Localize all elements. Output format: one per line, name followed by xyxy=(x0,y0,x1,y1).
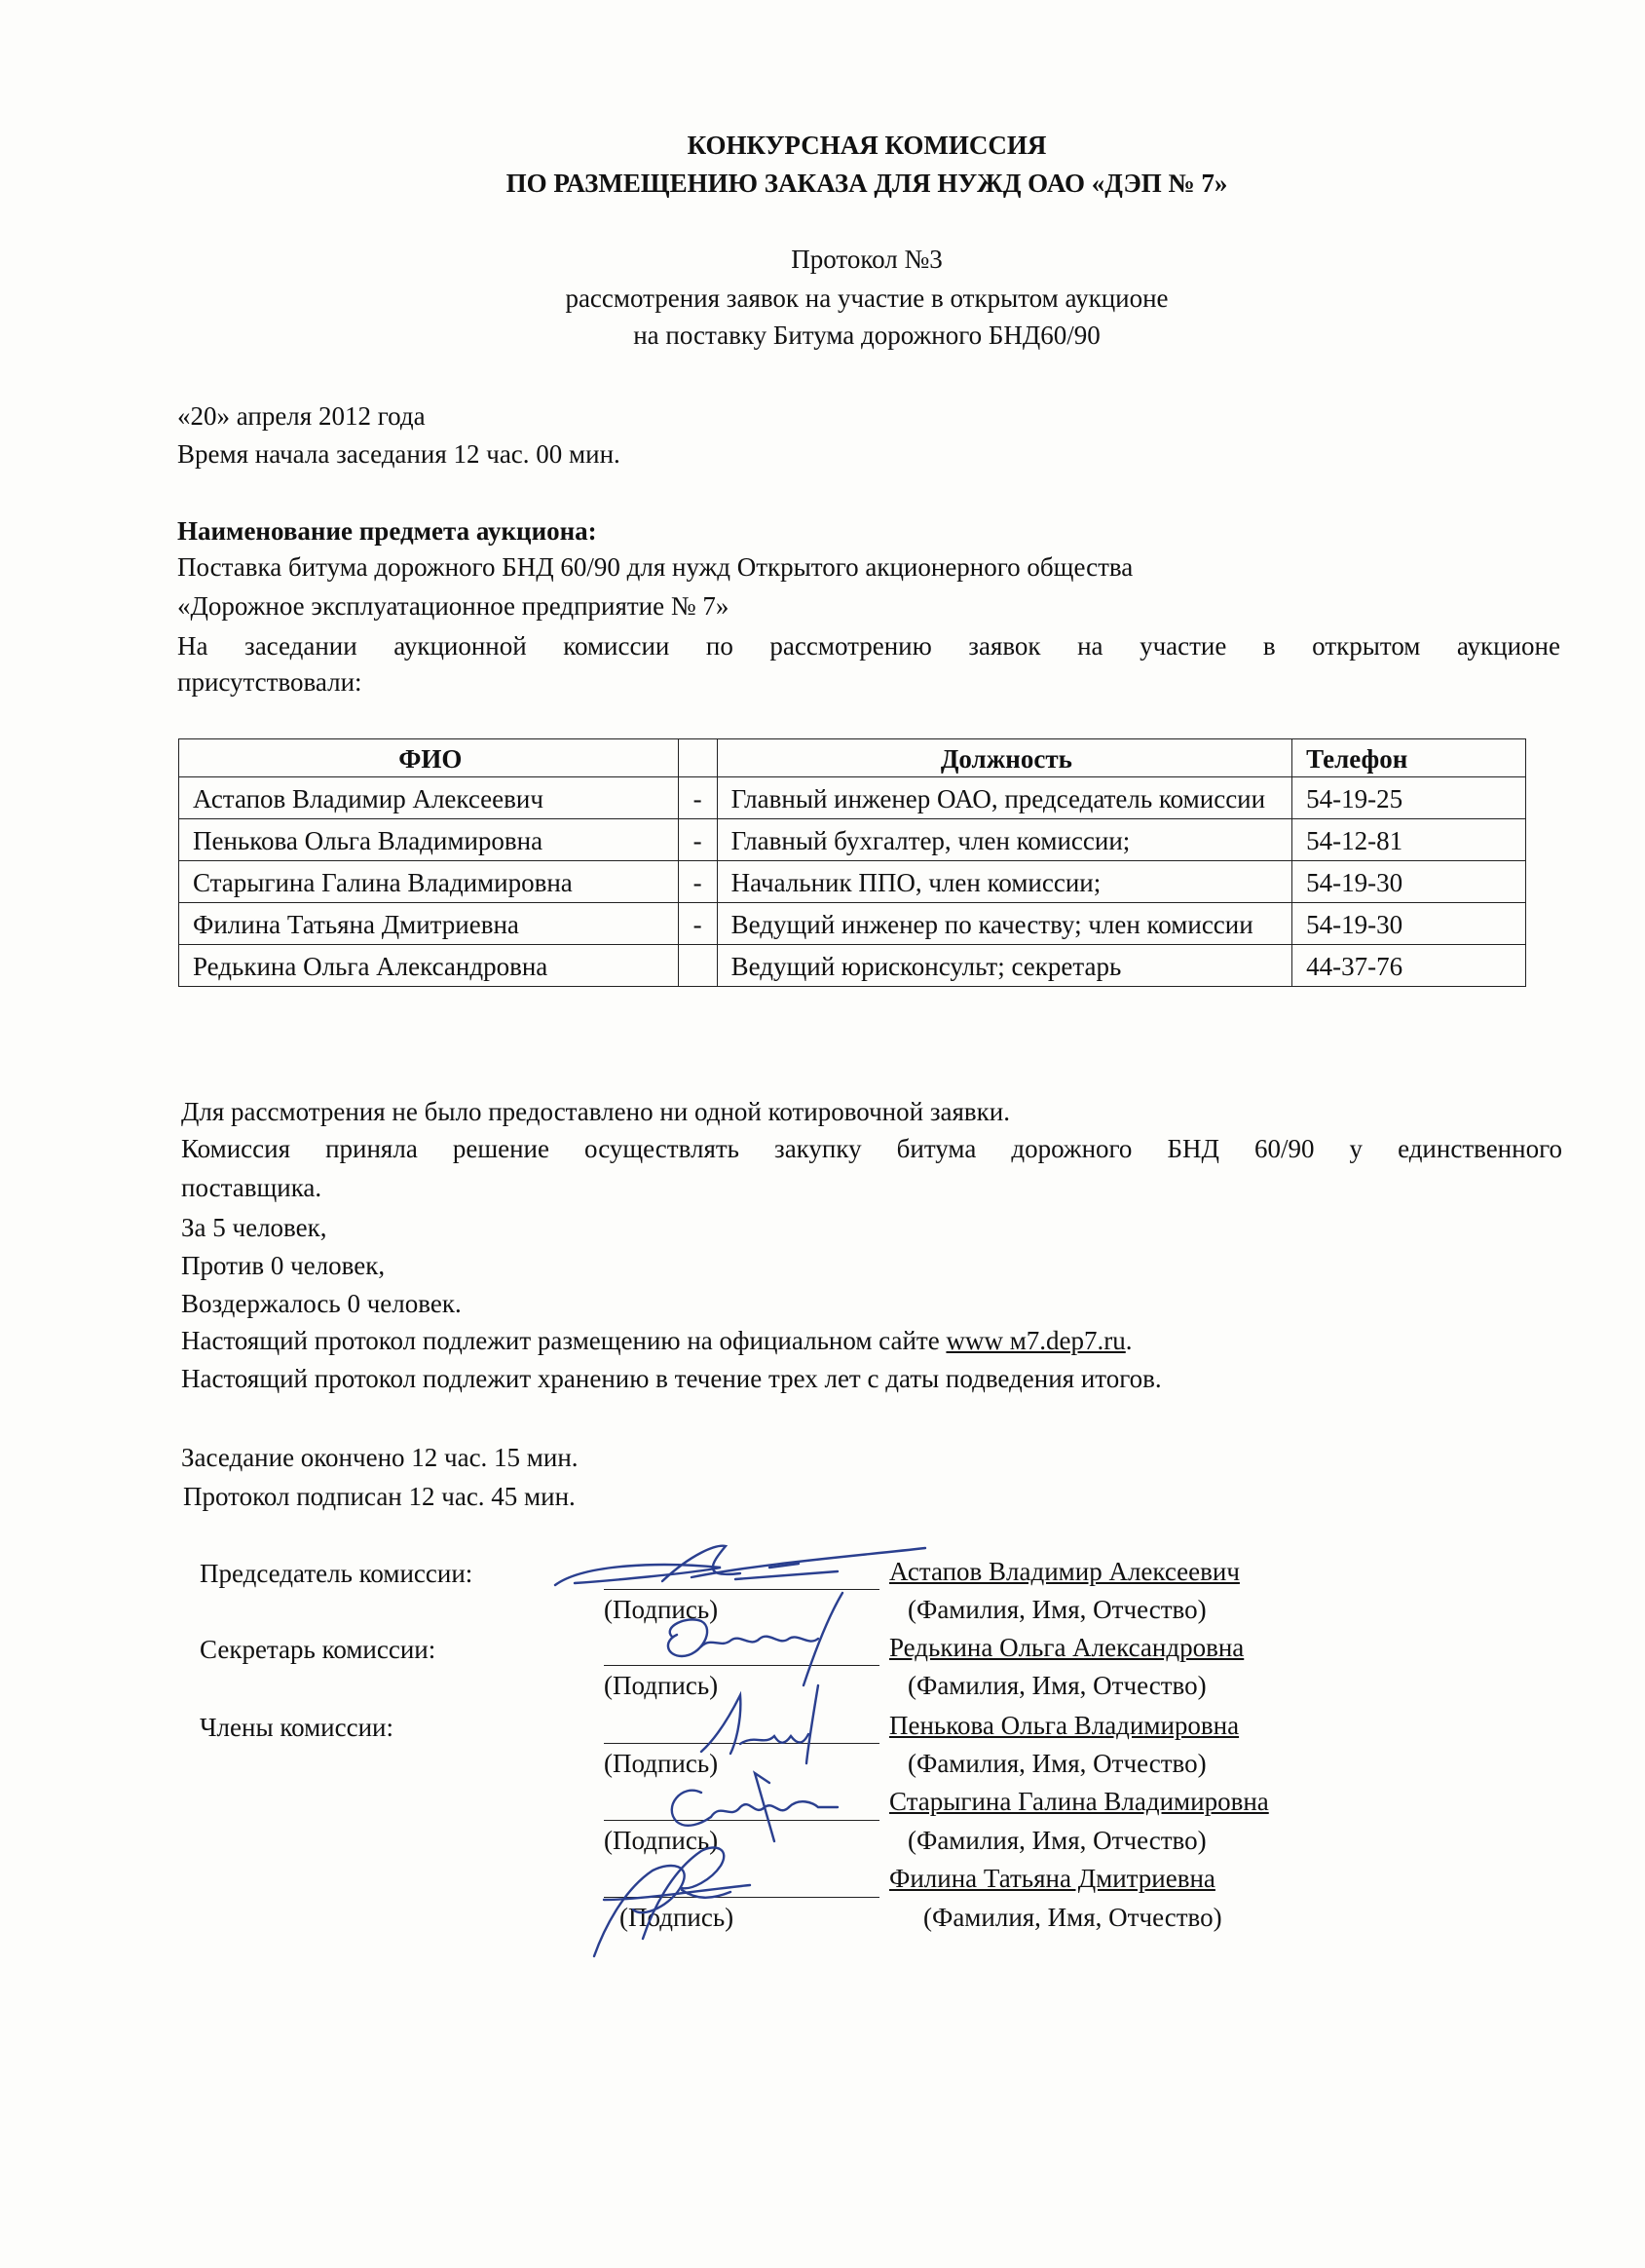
name-caption: (Фамилия, Имя, Отчество) xyxy=(908,1749,1207,1778)
member-position: Главный инженер ОАО, председатель комиссии xyxy=(717,777,1292,819)
name-caption: (Фамилия, Имя, Отчество) xyxy=(908,1671,1207,1700)
table-row xyxy=(179,945,1526,987)
name-caption: (Фамилия, Имя, Отчество) xyxy=(923,1903,1222,1932)
signature-caption: (Подпись) xyxy=(604,1671,719,1700)
member-name: Пенькова Ольга Владимировна xyxy=(179,819,679,861)
member-handwritten-signature xyxy=(584,1832,760,1963)
member-name: Филина Татьяна Дмитриевна xyxy=(179,903,679,945)
commission-members-table xyxy=(178,738,1526,987)
decision-line-2a: Комиссия приняла решение осуществлять закупку битума дорожного БНД 60/90 у единственного xyxy=(181,1134,1562,1163)
member-dash: - xyxy=(678,777,717,819)
publish-suffix: . xyxy=(1125,1326,1133,1355)
table-row xyxy=(179,777,1526,819)
meeting-start-time: Время начала заседания 12 час. 00 мин. xyxy=(177,439,620,469)
member-name: Редькина Ольга Александровна xyxy=(179,945,679,987)
member-position: Ведущий инженер по качеству; член комиссии xyxy=(717,903,1292,945)
chair-label: Председатель комиссии: xyxy=(200,1559,473,1588)
member-phone: 54-19-30 xyxy=(1292,861,1526,903)
official-site-link[interactable]: www м7.dep7.ru xyxy=(946,1326,1126,1355)
table-row xyxy=(179,861,1526,903)
subject-heading: Наименование предмета аукциона: xyxy=(177,516,597,546)
header-line-2: ПО РАЗМЕЩЕНИЮ ЗАКАЗА ДЛЯ НУЖД ОАО «ДЭП № 7» xyxy=(505,169,1228,198)
table-row xyxy=(179,819,1526,861)
member-position: Главный бухгалтер, член комиссии; xyxy=(717,819,1292,861)
name-caption: (Фамилия, Имя, Отчество) xyxy=(908,1826,1207,1855)
subject-line-2: «Дорожное эксплуатационное предприятие № 7» xyxy=(177,591,729,621)
votes-for: За 5 человек, xyxy=(181,1213,327,1242)
member-phone: 54-12-81 xyxy=(1292,819,1526,861)
votes-abstain: Воздержалось 0 человек. xyxy=(181,1289,462,1318)
signature-caption: (Подпись) xyxy=(604,1749,719,1778)
column-header-position: Должность xyxy=(717,739,1292,777)
column-header-name: ФИО xyxy=(179,739,679,777)
member-dash: - xyxy=(678,819,717,861)
signatory-name: Редькина Ольга Александровна xyxy=(889,1633,1245,1662)
member-phone: 54-19-30 xyxy=(1292,903,1526,945)
member-position: Начальник ППО, член комиссии; xyxy=(717,861,1292,903)
member-phone: 54-19-25 xyxy=(1292,777,1526,819)
signature-caption: (Подпись) xyxy=(604,1826,719,1855)
votes-against: Против 0 человек, xyxy=(181,1251,386,1280)
protocol-subtitle-1: рассмотрения заявок на участие в открытом аукционе xyxy=(565,284,1169,313)
attendance-line-1: На заседании аукционной комиссии по рассмотрению заявок на участие в открытом аукционе xyxy=(177,631,1560,661)
subject-line-1: Поставка битума дорожного БНД 60/90 для нужд Открытого акционерного общества xyxy=(177,552,1134,582)
publish-prefix: Настоящий протокол подлежит размещению на официальном сайте xyxy=(181,1326,947,1355)
signatory-name: Пенькова Ольга Владимировна xyxy=(889,1711,1240,1740)
table-row xyxy=(179,903,1526,945)
member-name: Астапов Владимир Алексеевич xyxy=(179,777,679,819)
publish-statement xyxy=(181,1326,1133,1356)
attendance-line-2: присутствовали: xyxy=(177,667,362,697)
column-header-dash xyxy=(678,739,717,777)
storage-statement: Настоящий протокол подлежит хранению в течение трех лет с даты подведения итогов. xyxy=(181,1364,1162,1393)
header-line-1: КОНКУРСНАЯ КОМИССИЯ xyxy=(687,131,1047,160)
meeting-date: «20» апреля 2012 года xyxy=(177,401,426,431)
decision-line-1: Для рассмотрения не было предоставлено ни одной котировочной заявки. xyxy=(181,1097,1010,1126)
table-header-row xyxy=(179,739,1526,777)
meeting-ended: Заседание окончено 12 час. 15 мин. xyxy=(181,1443,579,1472)
member-name: Старыгина Галина Владимировна xyxy=(179,861,679,903)
protocol-number: Протокол №3 xyxy=(791,245,943,274)
signature-caption: (Подпись) xyxy=(619,1903,734,1932)
member-phone: 44-37-76 xyxy=(1292,945,1526,987)
column-header-phone: Телефон xyxy=(1292,739,1526,777)
signatory-name: Филина Татьяна Дмитриевна xyxy=(889,1864,1215,1893)
signatory-name: Астапов Владимир Алексеевич xyxy=(889,1557,1240,1586)
member-dash xyxy=(678,945,717,987)
protocol-subtitle-2: на поставку Битума дорожного БНД60/90 xyxy=(633,321,1101,350)
member-dash: - xyxy=(678,861,717,903)
name-caption: (Фамилия, Имя, Отчество) xyxy=(908,1595,1207,1624)
signature-caption: (Подпись) xyxy=(604,1595,719,1624)
secretary-label: Секретарь комиссии: xyxy=(200,1635,436,1664)
signatory-name: Старыгина Галина Владимировна xyxy=(889,1787,1269,1816)
members-label: Члены комиссии: xyxy=(200,1713,393,1742)
protocol-signed-time: Протокол подписан 12 час. 45 мин. xyxy=(183,1482,576,1511)
member-position: Ведущий юрисконсульт; секретарь xyxy=(717,945,1292,987)
member-dash: - xyxy=(678,903,717,945)
decision-line-2b: поставщика. xyxy=(181,1173,322,1202)
